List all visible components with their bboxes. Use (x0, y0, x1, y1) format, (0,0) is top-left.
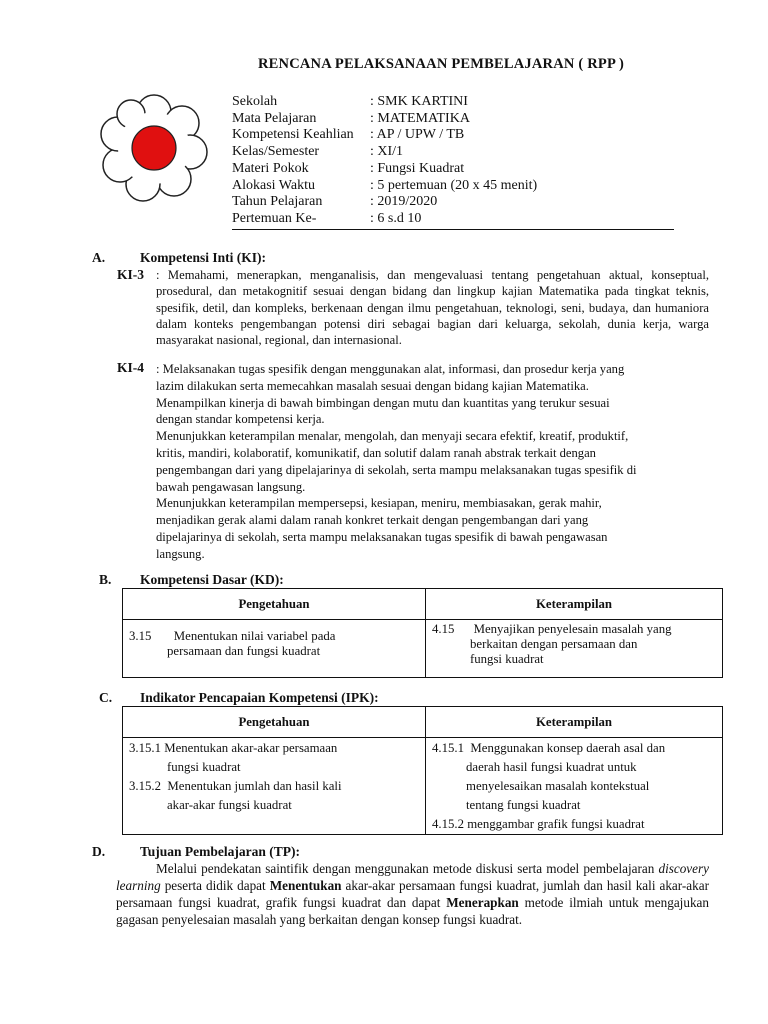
info-row: Sekolah : SMK KARTINI (232, 94, 468, 109)
info-row: Alokasi Waktu : 5 pertemuan (20 x 45 menit) (232, 177, 538, 193)
section-a-heading: A. Kompetensi Inti (KI): (92, 250, 266, 265)
identity-block (232, 94, 537, 228)
kd-cell-pengetahuan: 3.15 Menentukan nilai variabel pada persamaan dan fungsi kuadrat (123, 620, 426, 678)
ipk-cell-keterampilan: 4.15.1 Menggunakan konsep daerah asal dan daerah hasil fungsi kuadrat untuk menyelesaikan masalah kontekstual tentang fungsi kuadrat 4.15.2 menggambar grafik fungsi kuadrat (426, 738, 723, 835)
info-row: Kelas/Semester : XI/1 (232, 144, 404, 160)
ki4-text: : Melaksanakan tugas spesifik dengan menggunakan alat, informasi, dan prosedur kerja yang lazim dilakukan serta memecahkan masalah sesuai dengan bidang kajian Matematika. Menampilkan kinerja di bawah bimbingan dengan mutu dan kuantitas yang terukur sesuai dengan standar kompetensi kerja. Menunjukkan keterampilan menalar, mengolah, dan menyaji secara efektif, kreatif, produktif, kritis, mandiri, kolaboratif, komunikatif, dan solutif dalam ranah abstrak terkait dengan pengembangan dari yang dipelajarinya di sekolah, serta mampu melaksanakan tugas spesifik di bawah pengawasan langsung. Menunjukkan keterampilan mempersepsi, kesiapan, meniru, membiasakan, gerak mahir, menjadikan gerak alami dalam ranah konkret terkait dengan pengembangan dari yang dipelajarinya di sekolah, serta mampu melaksanakan tugas spesifik di bawah pengawasan langsung. (156, 362, 637, 561)
kd-header-keterampilan: Keterampilan (426, 589, 723, 620)
ipk-header-keterampilan: Keterampilan (426, 707, 723, 738)
info-row: Mata Pelajaran : MATEMATIKA (232, 110, 470, 126)
ipk-table (122, 706, 723, 835)
learning-objective-text: Melalui pendekatan saintifik dengan menggunakan metode diskusi serta model pembelajaran discovery learning peserta didik dapat Menentukan akar-akar persamaan fungsi kuadrat, jumlah dan hasil kali akar-akar persamaan fungsi kuadrat, grafik fungsi kuadrat dan dapat Menerapkan metode ilmiah untuk mengajukan gagasan penyelesaian masalah yang berkaitan dengan konsep fungsi kuadrat. (116, 861, 709, 927)
ki4-label: KI-4 (117, 360, 144, 375)
ki3-label: KI-3 (117, 267, 144, 282)
info-row: Kompetensi Keahlian : AP / UPW / TB (232, 127, 465, 143)
kd-table (122, 588, 723, 678)
section-b-heading: B. Kompetensi Dasar (KD): (99, 572, 284, 587)
ipk-cell-pengetahuan: 3.15.1 Menentukan akar-akar persamaan fungsi kuadrat 3.15.2 Menentukan jumlah dan hasil kali akar-akar fungsi kuadrat (123, 738, 426, 835)
section-d-heading: D. Tujuan Pembelajaran (TP): (92, 844, 301, 859)
school-logo-flower-icon (98, 92, 210, 204)
section-c-heading: C. Indikator Pencapaian Kompetensi (IPK): (99, 690, 379, 705)
header-divider (232, 229, 674, 230)
kd-header-pengetahuan: Pengetahuan (123, 589, 426, 620)
ki3-text: : Memahami, menerapkan, menganalisis, dan mengevaluasi tentang pengetahuan aktual, konseptual, prosedural, dan metakognitif sesuai dengan bidang dan lingkup kajian Matematika pada tingkat teknis, spesifik, detil, dan kompleks, berkenaan dengan ilmu pengetahuan, teknologi, seni, budaya, dan humaniora dalam konteks pengembangan potensi diri sebagai bagian dari keluarga, sekolah, dunia kerja, warga masyarakat nasional, regional, dan internasional. (156, 268, 709, 348)
logo-center-circle (132, 126, 176, 170)
kd-cell-keterampilan: 4.15 Menyajikan penyelesain masalah yang berkaitan dengan persamaan dan fungsi kuadrat (426, 620, 723, 678)
info-row: Materi Pokok : Fungsi Kuadrat (232, 160, 465, 176)
document-title: RENCANA PELAKSANAAN PEMBELAJARAN ( RPP ) (258, 56, 625, 72)
ipk-header-pengetahuan: Pengetahuan (123, 707, 426, 738)
info-row: Pertemuan Ke- : 6 s.d 10 (232, 210, 422, 226)
info-row: Tahun Pelajaran : 2019/2020 (232, 194, 438, 210)
